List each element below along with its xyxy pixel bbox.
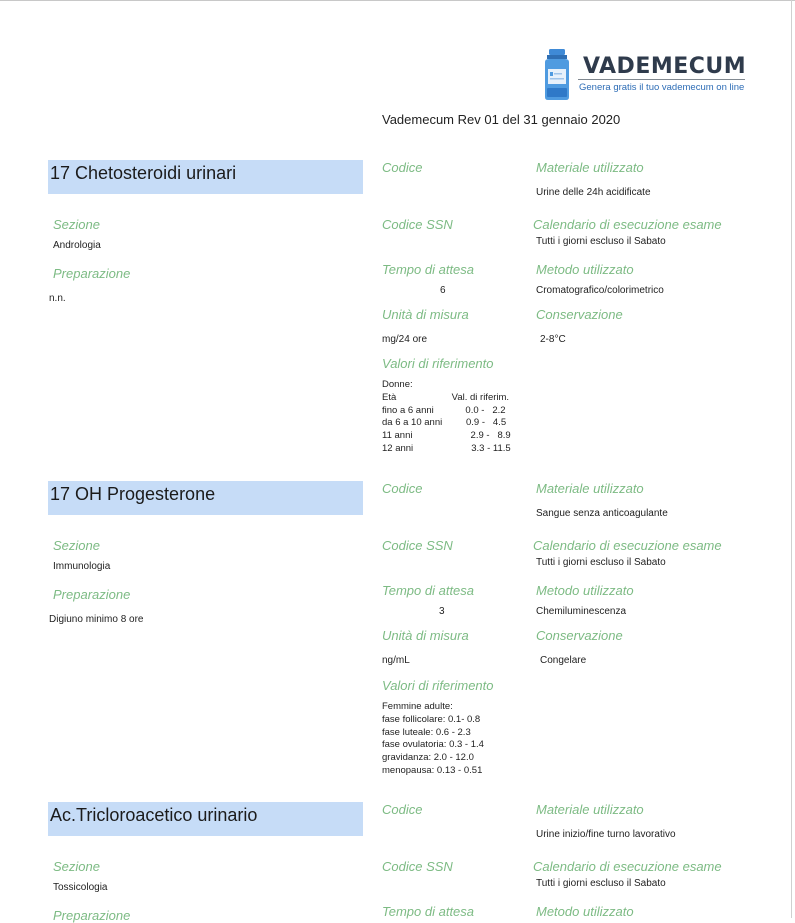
conservazione-label: Conservazione <box>536 628 623 643</box>
conservazione-value: Congelare <box>540 655 587 666</box>
valori-block <box>382 701 484 778</box>
tempo-value: 6 <box>440 285 446 296</box>
sezione-value: Tossicologia <box>53 882 108 893</box>
exam-title-bar <box>48 160 363 194</box>
valori-row: fase luteale: 0.6 - 2.3 <box>382 726 471 738</box>
metodo-label: Metodo utilizzato <box>536 262 634 277</box>
metodo-value: Chemiluminescenza <box>536 606 627 617</box>
metodo-label: Metodo utilizzato <box>536 583 634 598</box>
unita-label: Unità di misura <box>382 307 469 322</box>
codice-label: Codice <box>382 160 423 175</box>
codice-ssn-label: Codice SSN <box>382 217 453 232</box>
valori-row: 12 anni 3.3 - 11.5 <box>382 442 511 454</box>
materiale-label: Materiale utilizzato <box>536 802 644 817</box>
calendario-value: Tutti i giorni escluso il Sabato <box>536 557 666 568</box>
materiale-value: Urine delle 24h acidificate <box>536 187 651 198</box>
tempo-label: Tempo di attesa <box>382 262 475 277</box>
metodo-value: Cromatografico/colorimetrico <box>536 285 664 296</box>
exam-title-bar <box>48 481 363 515</box>
medicine-bottle-icon <box>540 48 574 102</box>
calendario-label: Calendario di esecuzione esame <box>533 538 722 553</box>
sezione-label: Sezione <box>53 217 100 232</box>
page-right-border <box>791 0 792 918</box>
sezione-label: Sezione <box>53 859 100 874</box>
unita-value: mg/24 ore <box>382 334 428 345</box>
tempo-value: 3 <box>439 606 445 617</box>
revision-line: Vademecum Rev 01 del 31 gennaio 2020 <box>382 112 621 127</box>
logo-title: VADEMECUM <box>583 54 747 79</box>
tempo-label: Tempo di attesa <box>382 583 475 598</box>
conservazione-value: 2-8°C <box>540 334 566 345</box>
codice-label: Codice <box>382 802 423 817</box>
exam-title-bar <box>48 802 363 836</box>
calendario-label: Calendario di esecuzione esame <box>533 217 722 232</box>
sezione-value: Andrologia <box>53 240 101 251</box>
page-top-border <box>0 0 795 1</box>
conservazione-label: Conservazione <box>536 307 623 322</box>
valori-label: Valori di riferimento <box>382 678 494 693</box>
valori-row: gravidanza: 2.0 - 12.0 <box>382 752 474 764</box>
unita-value: ng/mL <box>382 655 410 666</box>
codice-ssn-label: Codice SSN <box>382 538 453 553</box>
unita-label: Unità di misura <box>382 628 469 643</box>
valori-row: menopausa: 0.13 - 0.51 <box>382 764 483 776</box>
preparazione-label: Preparazione <box>53 266 131 281</box>
sezione-value: Immunologia <box>53 561 111 572</box>
preparazione-label: Preparazione <box>53 587 131 602</box>
valori-block <box>382 379 511 456</box>
valori-row: fase ovulatoria: 0.3 - 1.4 <box>382 739 484 751</box>
materiale-value: Sangue senza anticoagulante <box>536 508 668 519</box>
preparazione-label: Preparazione <box>53 908 131 923</box>
materiale-label: Materiale utilizzato <box>536 481 644 496</box>
codice-label: Codice <box>382 481 423 496</box>
valori-row: Donne: <box>382 379 413 390</box>
valori-row: Femmine adulte: <box>382 701 453 712</box>
valori-row: Età Val. di riferim. <box>382 391 510 403</box>
exam-title: 17 Chetosteroidi urinari <box>50 163 237 183</box>
valori-row: 11 anni 2.9 - 8.9 <box>382 430 511 442</box>
valori-label: Valori di riferimento <box>382 356 494 371</box>
materiale-value: Urine inizio/fine turno lavorativo <box>536 829 676 840</box>
materiale-label: Materiale utilizzato <box>536 160 644 175</box>
logo-subtitle: Genera gratis il tuo vademecum on line <box>579 82 745 93</box>
calendario-value: Tutti i giorni escluso il Sabato <box>536 878 666 889</box>
tempo-label: Tempo di attesa <box>382 904 475 919</box>
exam-title: Ac.Tricloroacetico urinario <box>50 805 258 825</box>
codice-ssn-label: Codice SSN <box>382 859 453 874</box>
metodo-label: Metodo utilizzato <box>536 904 634 919</box>
preparazione-value: n.n. <box>49 293 66 304</box>
calendario-label: Calendario di esecuzione esame <box>533 859 722 874</box>
logo-divider <box>578 79 745 80</box>
exam-title: 17 OH Progesterone <box>50 484 216 504</box>
calendario-value: Tutti i giorni escluso il Sabato <box>536 236 666 247</box>
vademecum-logo <box>540 48 750 102</box>
valori-row: fase follicolare: 0.1- 0.8 <box>382 713 481 725</box>
preparazione-value: Digiuno minimo 8 ore <box>49 614 144 625</box>
valori-row: fino a 6 anni 0.0 - 2.2 <box>382 404 506 416</box>
valori-row: da 6 a 10 anni 0.9 - 4.5 <box>382 417 507 429</box>
sezione-label: Sezione <box>53 538 100 553</box>
